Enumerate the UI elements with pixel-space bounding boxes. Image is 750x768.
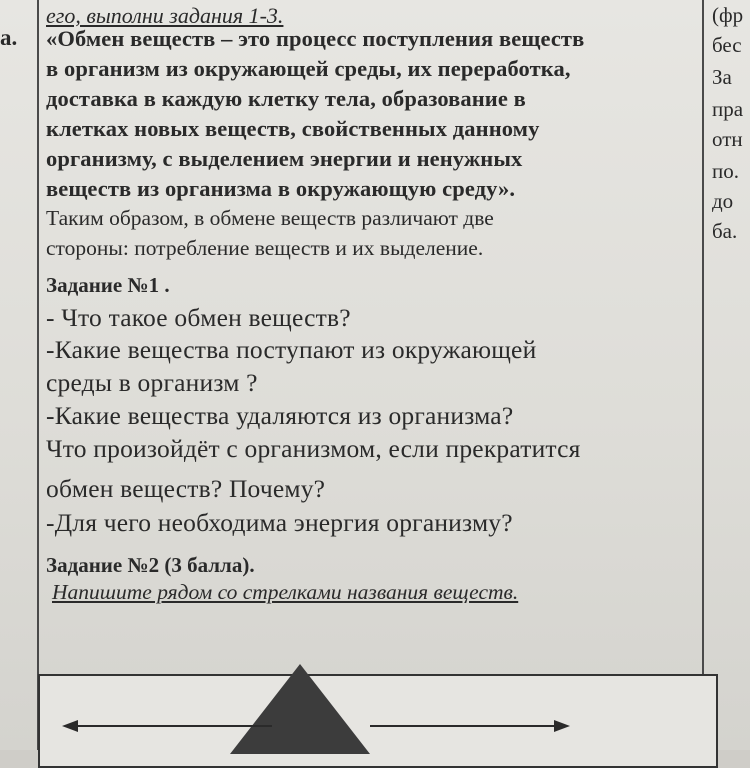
right-column-fragment: по.: [712, 159, 739, 183]
task1-title: Задание №1 .: [46, 273, 170, 297]
right-column-rule: [702, 0, 704, 750]
task1-question: Что произойдёт с организмом, если прекратится: [46, 434, 581, 463]
right-column-fragment: бес: [712, 33, 742, 57]
definition-line: организму, с выделением энергии и ненужных: [46, 146, 523, 171]
task2-title: Задание №2 (3 балла).: [46, 553, 255, 577]
definition-line: «Обмен веществ – это процесс поступления веществ: [46, 26, 585, 51]
right-column-fragment: За: [712, 65, 732, 89]
summary-line: Таким образом, в обмене веществ различают две: [46, 206, 494, 230]
task2-instruction: Напишите рядом со стрелками названия веществ.: [52, 580, 519, 604]
summary-line: стороны: потребление веществ и их выделение.: [46, 236, 484, 260]
arrow-right: [370, 718, 570, 734]
task1-question: -Какие вещества удаляются из организма?: [46, 401, 514, 430]
right-column-fragment: до: [712, 189, 734, 213]
right-column-fragment: пра: [712, 97, 744, 121]
task1-question: - Что такое обмен веществ?: [46, 303, 351, 332]
intro-line: его, выполни задания 1-3.: [46, 3, 284, 28]
arrow-left: [62, 718, 272, 734]
right-column-fragment: отн: [712, 127, 743, 151]
task1-question: -Какие вещества поступают из окружающей: [46, 335, 537, 364]
right-column-fragment: (фр: [712, 3, 744, 27]
task1-question: среды в организм ?: [46, 368, 258, 397]
left-margin-rule: [37, 0, 39, 750]
triangle-figure: [230, 664, 370, 754]
task1-question: обмен веществ? Почему?: [46, 474, 326, 503]
task1-question: -Для чего необходима энергия организму?: [46, 508, 513, 537]
definition-line: доставка в каждую клетку тела, образование в: [46, 86, 526, 111]
definition-line: веществ из организма в окружающую среду».: [46, 176, 516, 201]
definition-line: клетках новых веществ, свойственных данному: [46, 116, 540, 141]
right-column-fragment: ба.: [712, 219, 738, 243]
definition-line: в организм из окружающей среды, их переработка,: [46, 56, 571, 81]
margin-marker: а.: [0, 25, 18, 50]
